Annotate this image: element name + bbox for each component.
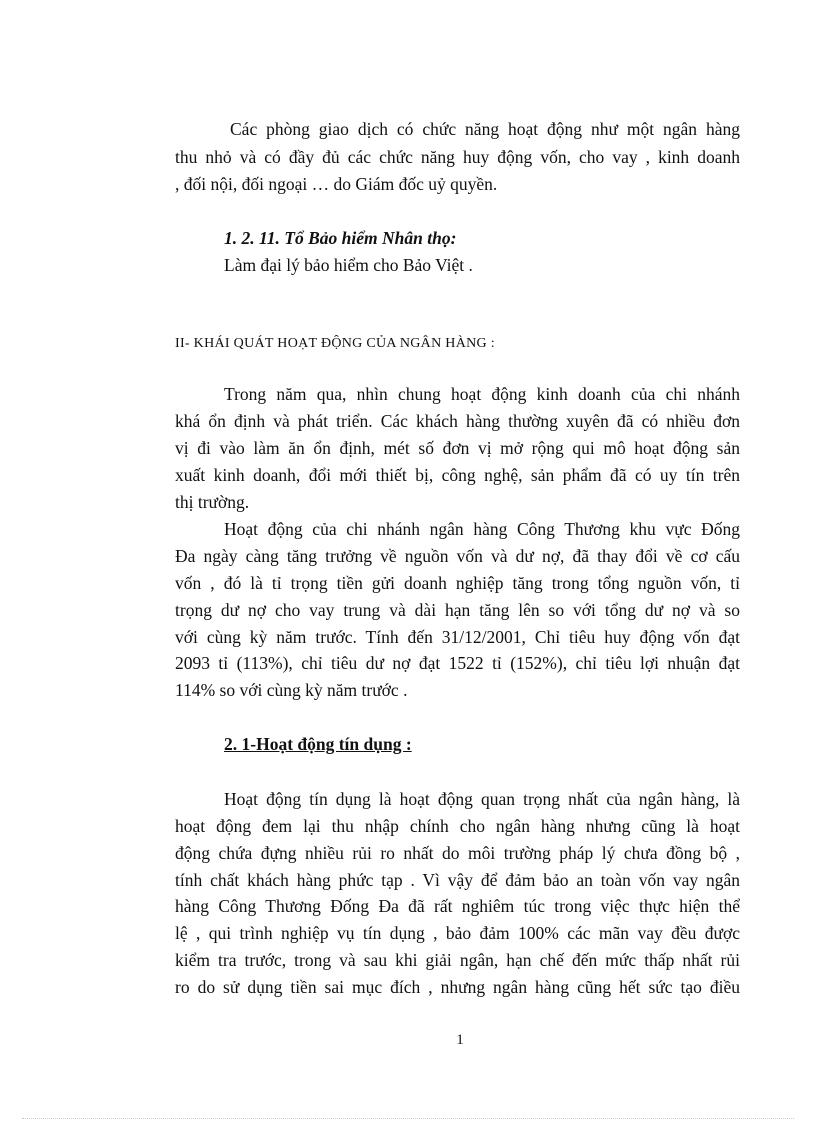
paragraph-2-line-5: thị trường. [175, 492, 250, 512]
paragraph-4-line-8: ro do sử dụng tiền sai mục đích , nhưng ngân hàng cũng hết sức tạo điều [175, 977, 740, 997]
paragraph-3-line-2: Đa ngày càng tăng trưởng về nguồn vốn và dư nợ, đã thay đổi về cơ cấu [175, 546, 740, 566]
paragraph-4-line-4: tính chất khách hàng phức tạp . Vì vậy để đảm bảo an toàn vốn vay ngân [175, 870, 740, 890]
credit-activity-heading: 2. 1-Hoạt động tín dụng : [224, 734, 412, 754]
paragraph-4-line-6: lệ , qui trình nghiệp vụ tín dụng , bảo đảm 100% các mãn vay đều được [175, 923, 740, 943]
paragraph-2-line-3: vị đi vào làm ăn ổn định, mét số đơn vị mở rộng qui mô hoạt động sản [175, 438, 740, 458]
paragraph-3-line-6: 2093 tỉ (113%), chỉ tiêu dư nợ đạt 1522 tỉ (152%), chỉ tiêu lợi nhuận đạt [175, 653, 740, 673]
paragraph-3-line-1: Hoạt động của chi nhánh ngân hàng Công Thương khu vực Đống [224, 519, 740, 539]
subheading-body: Làm đại lý bảo hiểm cho Bảo Việt . [224, 255, 473, 275]
paragraph-3-line-5: với cùng kỳ năm trước. Tính đến 31/12/2001, Chỉ tiêu huy động vốn đạt [175, 627, 740, 647]
paragraph-1-line-3: , đối nội, đối ngoại … do Giám đốc uỷ quyền. [175, 174, 498, 194]
page-number: 1 [456, 1032, 464, 1048]
paragraph-1-line-1: Các phòng giao dịch có chức năng hoạt động như một ngân hàng [230, 119, 740, 139]
paragraph-4-line-2: hoạt động đem lại thu nhập chính cho ngân hàng nhưng cũng là hoạt [175, 816, 740, 836]
paragraph-1-line-2: thu nhỏ và có đầy đủ các chức năng huy động vốn, cho vay , kinh doanh [175, 147, 740, 167]
paragraph-2-line-2: khá ổn định và phát triển. Các khách hàng thường xuyên đã có nhiều đơn [175, 411, 740, 431]
section-title: II- KHÁI QUÁT HOẠT ĐỘNG CỦA NGÂN HÀNG : [175, 336, 495, 351]
paragraph-4-line-3: động chứa đựng nhiều rủi ro nhất do môi trường pháp lý chưa đồng bộ , [175, 843, 740, 863]
paragraph-4-line-5: hàng Công Thương Đống Đa đã rất nghiêm túc trong việc thực hiện thể [175, 896, 740, 916]
paragraph-2-line-4: xuất kinh doanh, đổi mới thiết bị, công nghệ, sản phẩm đã có uy tín trên [175, 465, 740, 485]
paragraph-4-line-1: Hoạt động tín dụng là hoạt động quan trọng nhất của ngân hàng, là [224, 789, 740, 809]
paragraph-3-line-4: trọng dư nợ cho vay trung và dài hạn tăng lên so với tổng dư nợ và so [175, 600, 740, 620]
subheading-life-insurance: 1. 2. 11. Tổ Bảo hiểm Nhân thọ: [224, 228, 457, 248]
paragraph-2-line-1: Trong năm qua, nhìn chung hoạt động kinh doanh của chi nhánh [224, 384, 740, 404]
paragraph-3-line-7: 114% so với cùng kỳ năm trước . [175, 680, 408, 700]
paragraph-3-line-3: vốn , đó là tỉ trọng tiền gửi doanh nghiệp tăng trong tổng nguồn vốn, tỉ [175, 573, 740, 593]
paragraph-4-line-7: kiểm tra trước, trong và sau khi giải ngân, hạn chế đến mức thấp nhất rủi [175, 950, 740, 970]
page-bottom-divider [22, 1118, 794, 1119]
